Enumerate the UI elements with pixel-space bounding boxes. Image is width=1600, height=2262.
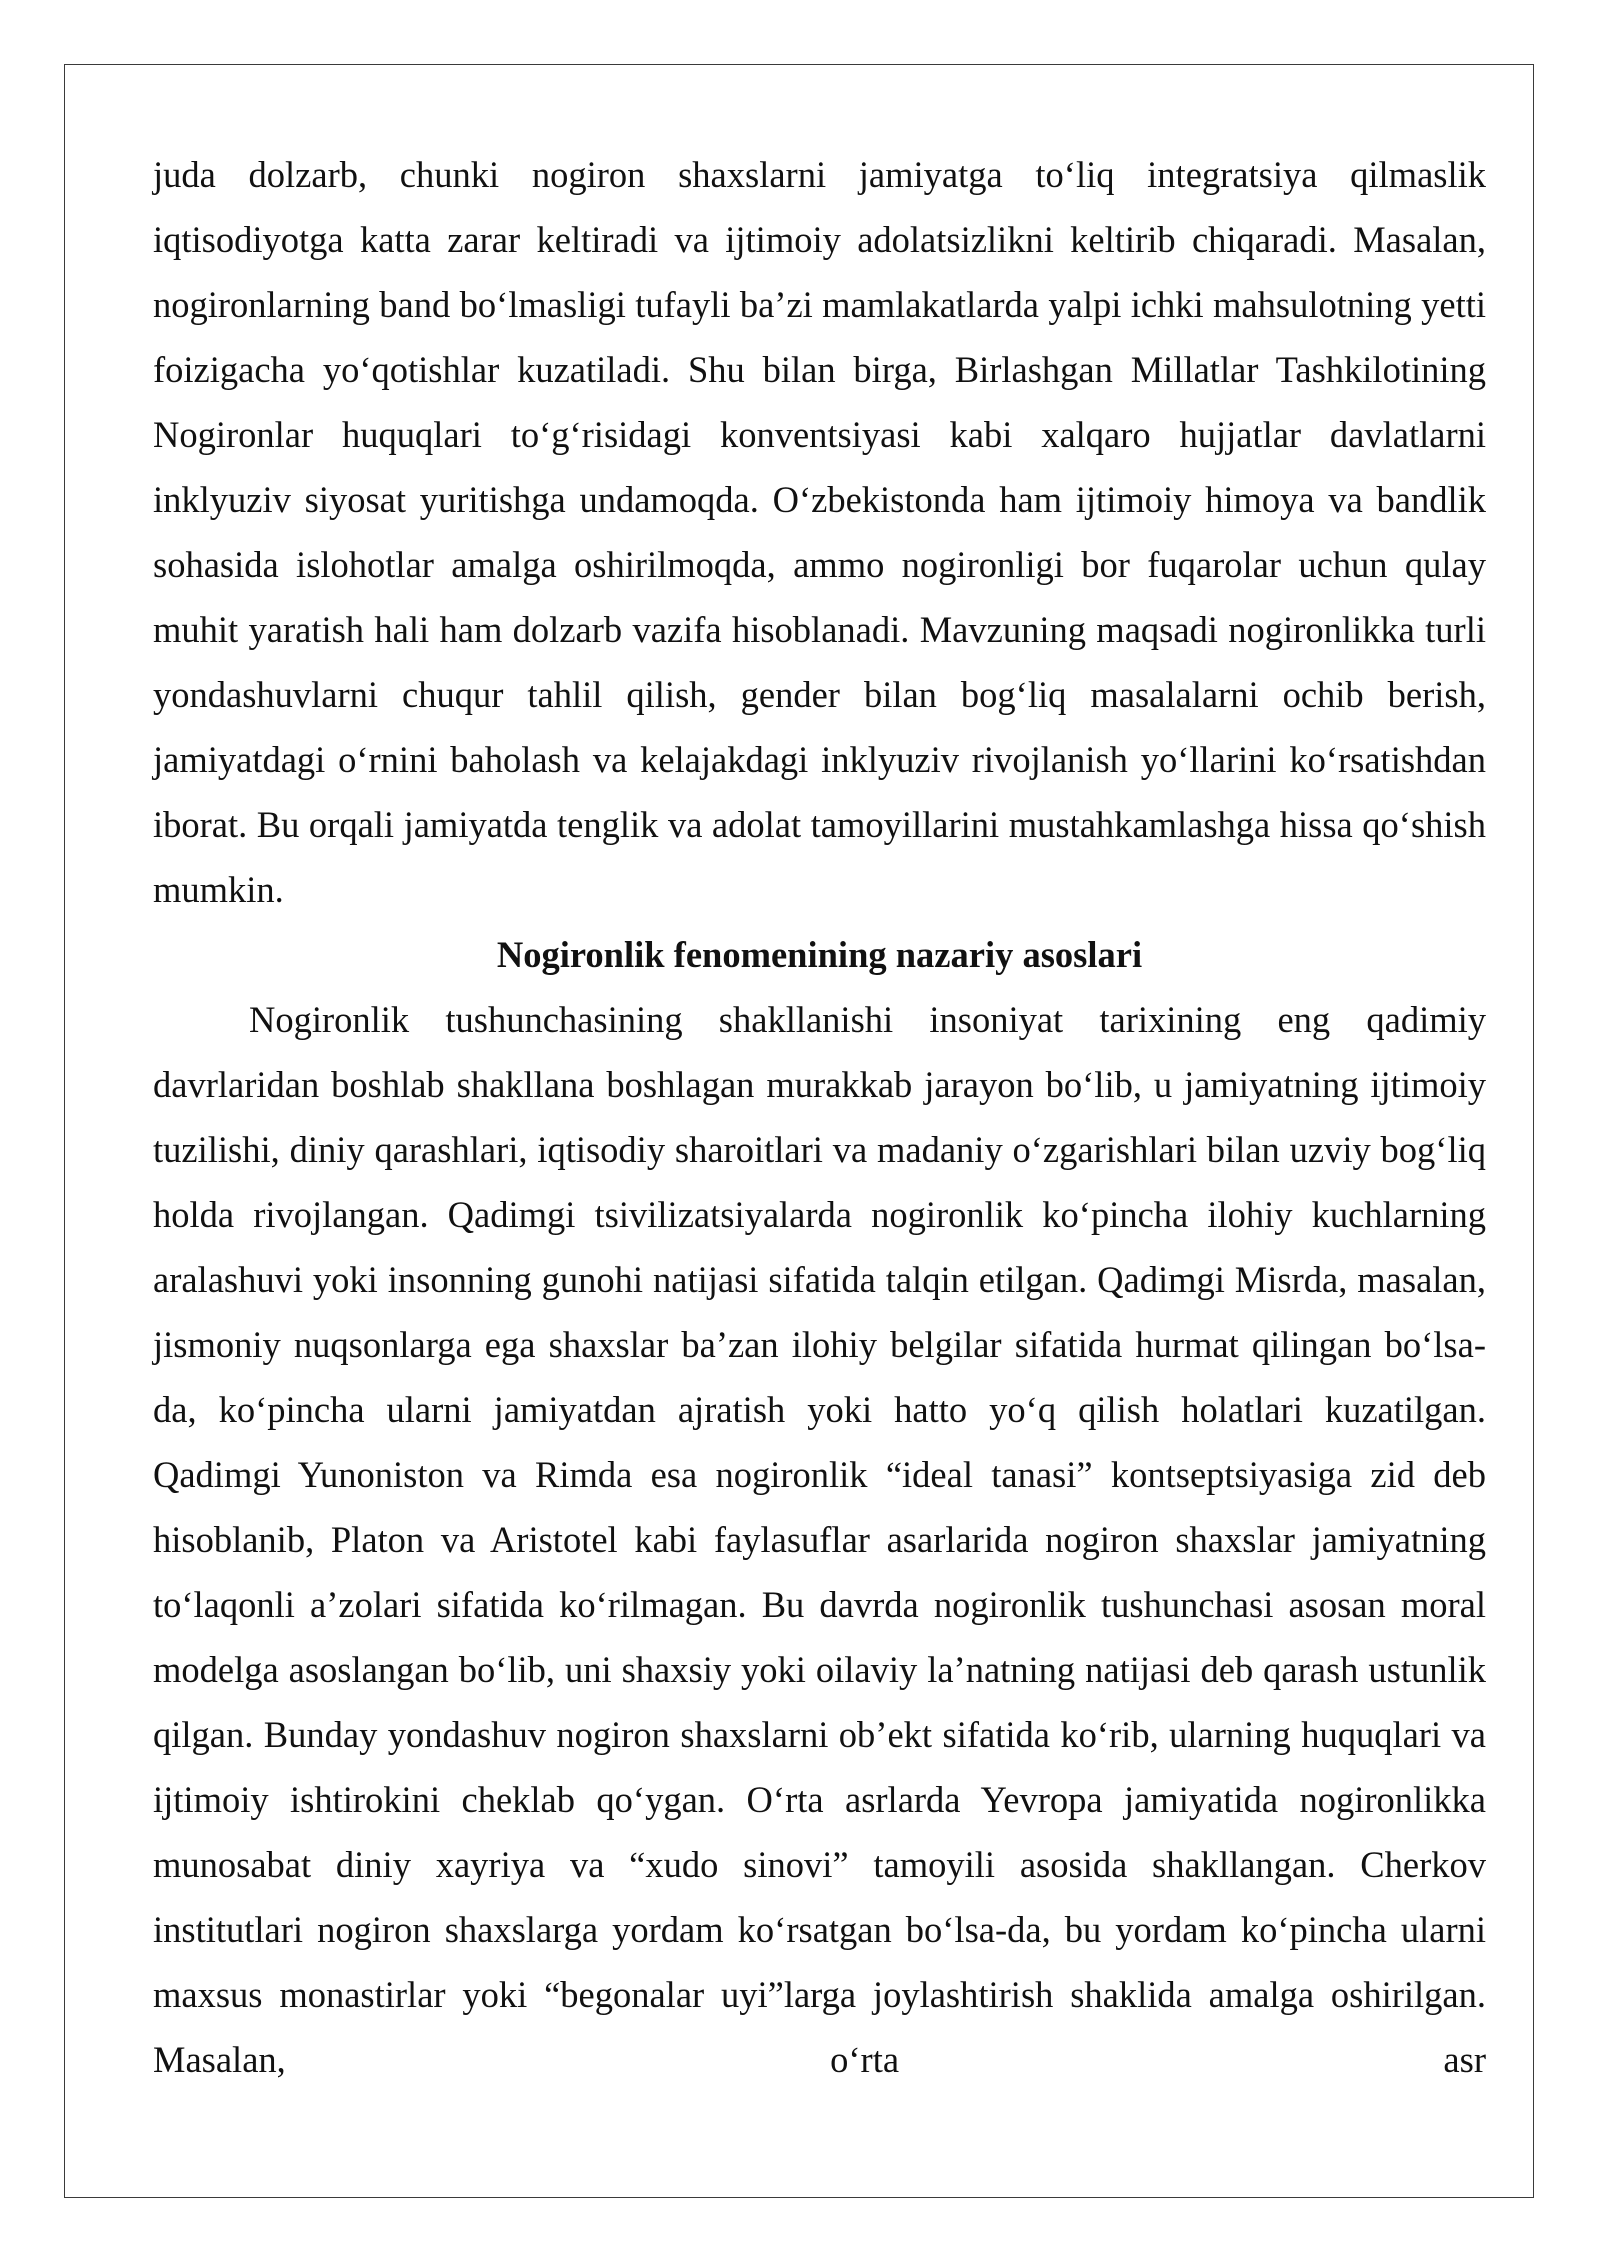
- section-heading: Nogironlik fenomenining nazariy asoslari: [496, 934, 1143, 975]
- document-body: [153, 142, 1486, 2092]
- paragraph-continuation: juda dolzarb, chunki nogiron shaxslarni jamiyatga to‘liq integratsiya qilmaslik iqtisodiyotga katta zarar keltiradi va ijtimoiy adolatsizlikni keltirib chiqaradi. Masalan, nogironlarning band bo‘lmasligi tufayli ba’zi mamlakatlarda yalpi ichki mahsulotning yetti foizigacha yo‘qotishlar kuzatiladi. Shu bilan birga, Birlashgan Millatlar Tashkilotining Nogironlar huquqlari to‘g‘risidagi konventsiyasi kabi xalqaro hujjatlar davlatlarni inklyuziv siyosat yuritishga undamoqda. O‘zbekistonda ham ijtimoiy himoya va bandlik sohasida islohotlar amalga oshirilmoqda, ammo nogironligi bor fuqarolar uchun qulay muhit yaratish hali ham dolzarb vazifa hisoblanadi. Mavzuning maqsadi nogironlikka turli yondashuvlarni chuqur tahlil qilish, gender bilan bog‘liq masalalarni ochib berish, jamiyatdagi o‘rnini baholash va kelajakdagi inklyuziv rivojlanish yo‘llarini ko‘rsatishdan iborat. Bu orqali jamiyatda tenglik va adolat tamoyillarini mustahkamlashga hissa qo‘shish mumkin.: [153, 154, 1486, 910]
- paragraph-theoretical-foundations: Nogironlik tushunchasining shakllanishi insoniyat tarixining eng qadimiy davrlaridan boshlab shakllana boshlagan murakkab jarayon bo‘lib, u jamiyatning ijtimoiy tuzilishi, diniy qarashlari, iqtisodiy sharoitlari va madaniy o‘zgarishlari bilan uzviy bog‘liq holda rivojlangan. Qadimgi tsivilizatsiyalarda nogironlik ko‘pincha ilohiy kuchlarning aralashuvi yoki insonning gunohi natijasi sifatida talqin etilgan. Qadimgi Misrda, masalan, jismoniy nuqsonlarga ega shaxslar ba’zan ilohiy belgilar sifatida hurmat qilingan bo‘lsa-da, ko‘pincha ularni jamiyatdan ajratish yoki hatto yo‘q qilish holatlari kuzatilgan. Qadimgi Yunoniston va Rimda esa nogironlik “ideal tanasi” kontseptsiyasiga zid deb hisoblanib, Platon va Aristotel kabi faylasuflar asarlarida nogiron shaxslar jamiyatning to‘laqonli a’zolari sifatida ko‘rilmagan. Bu davrda nogironlik tushunchasi asosan moral modelga asoslangan bo‘lib, uni shaxsiy yoki oilaviy la’natning natijasi deb qarash ustunlik qilgan. Bunday yondashuv nogiron shaxslarni ob’ekt sifatida ko‘rib, ularning huquqlari va ijtimoiy ishtirokini cheklab qo‘ygan. O‘rta asrlarda Yevropa jamiyatida nogironlikka munosabat diniy xayriya va “xudo sinovi” tamoyili asosida shakllangan. Cherkov institutlari nogiron shaxslarga yordam ko‘rsatgan bo‘lsa-da, bu yordam ko‘pincha ularni maxsus monastirlar yoki “begonalar uyi”larga joylashtirish shaklida amalga oshirilgan. Masalan, o‘rta asr: [153, 999, 1486, 2080]
